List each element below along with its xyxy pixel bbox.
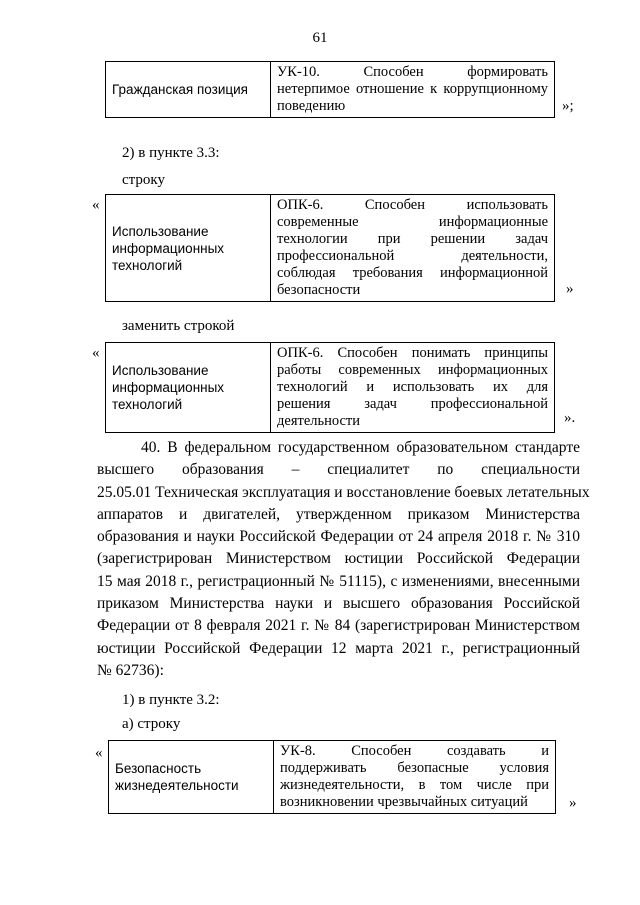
- table-cell-label: Безопасность жизнедеятельности: [109, 741, 274, 814]
- paragraph-line: образования и науки Российской Федерации от 24 апреля 2018 г. № 310: [97, 528, 580, 546]
- paragraph-line: 15 мая 2018 г., регистрационный № 51115), с изменениями, внесенными: [97, 572, 580, 590]
- table-cell-description: ОПК-6. Способен понимать принципы работы современных информационных технологий и использовать их для решения задач профессиональной деятельности: [271, 343, 555, 433]
- closing-quote: »;: [562, 98, 574, 114]
- competency-table-it-new: [105, 342, 555, 433]
- opening-quote: «: [95, 745, 103, 761]
- table-cell-description: ОПК-6. Способен использовать современные информационные технологии при решении задач профессиональной деятельности, соблюдая требования информационной безопасности: [271, 195, 555, 302]
- closing-quote: »: [569, 795, 577, 811]
- closing-quote: »: [566, 281, 574, 297]
- paragraph-40: [97, 437, 590, 682]
- paragraph-line: аппаратов и двигателей, утвержденном приказом Министерства: [97, 505, 580, 523]
- paragraph-item-a: а) строку: [122, 716, 181, 732]
- table-cell-description: УК-10. Способен формировать нетерпимое отношение к коррупционному поведению: [271, 62, 555, 118]
- table-cell-label: Использование информационных технологий: [106, 343, 271, 433]
- table-cell-description: УК-8. Способен создавать и поддерживать безопасные условия жизнедеятельности, в том числе при возникновении чрезвычайных ситуаций: [274, 741, 556, 814]
- paragraph-replace: заменить строкой: [122, 318, 235, 334]
- competency-table-civic: [105, 61, 555, 118]
- paragraph-line: Федерации от 8 февраля 2021 г. № 84 (зарегистрирован Министерством: [97, 617, 580, 635]
- paragraph-line: юстиции Российской Федерации 12 марта 2021 г., регистрационный: [97, 639, 580, 657]
- opening-quote: «: [92, 345, 100, 361]
- paragraph-line: 25.05.01 Техническая эксплуатация и восстановление боевых летательных: [97, 483, 590, 501]
- closing-quote: ».: [564, 410, 576, 426]
- page-number: 61: [312, 30, 328, 46]
- paragraph-item-1: 1) в пункте 3.2:: [122, 692, 220, 708]
- paragraph-item-2: 2) в пункте 3.3:: [122, 145, 220, 161]
- paragraph-line: приказом Министерства науки и высшего образования Российской: [97, 595, 580, 613]
- table-cell-label: Гражданская позиция: [106, 62, 271, 118]
- competency-table-it-old: [105, 194, 555, 302]
- opening-quote: «: [92, 197, 100, 213]
- competency-table-safety: [108, 740, 556, 814]
- paragraph-line: высшего образования – специалитет по специальности: [97, 461, 580, 479]
- paragraph-line: № 62736):: [97, 661, 164, 679]
- paragraph-line: (зарегистрирован Министерством юстиции Российской Федерации: [97, 550, 580, 568]
- table-cell-label: Использование информационных технологий: [106, 195, 271, 302]
- paragraph-line: 40. В федеральном государственном образовательном стандарте: [141, 439, 580, 456]
- paragraph-stroku: строку: [122, 172, 165, 188]
